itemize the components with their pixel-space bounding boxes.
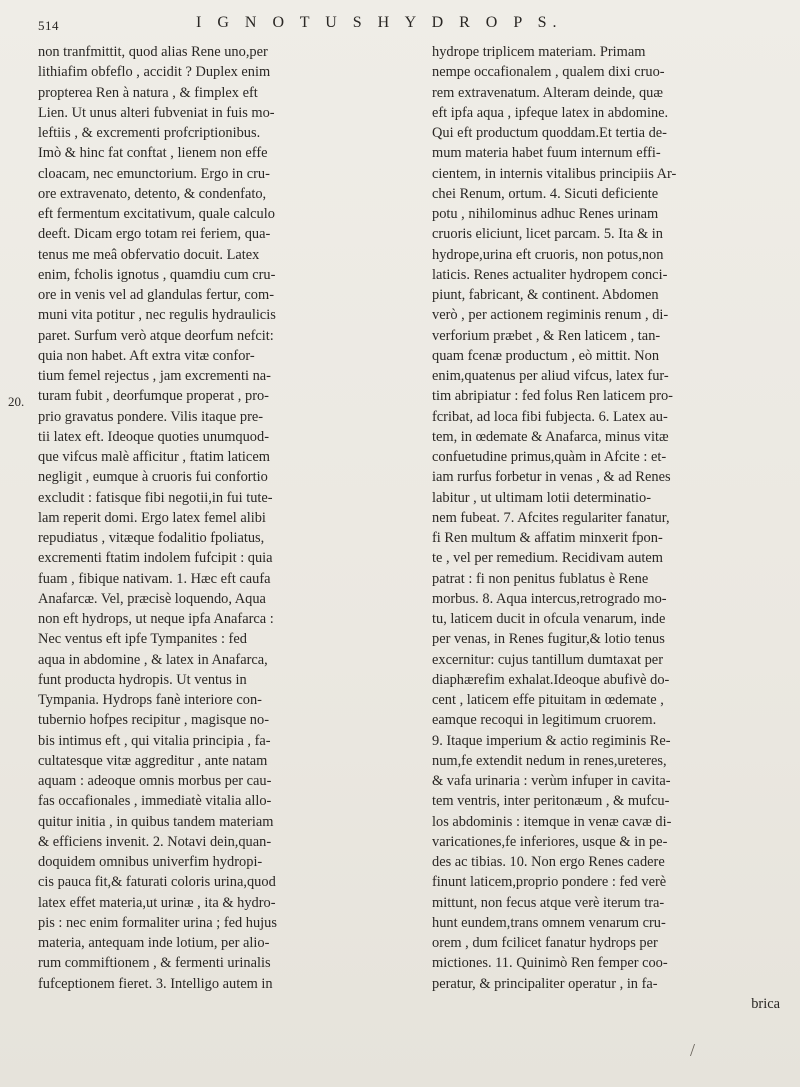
text-line: nempe occafionalem , qualem dixi cruo- xyxy=(432,64,665,81)
text-line: brica xyxy=(751,995,780,1012)
text-line: cent , laticem effe pituitam in œdemate , xyxy=(432,692,664,708)
margin-line-number: 20. xyxy=(8,394,25,409)
text-line: propterea Ren à natura , & fimplex eft xyxy=(38,84,258,101)
text-line: & vafa urinaria : verùm infuper in cavita- xyxy=(432,773,671,789)
text-line: repudiatus , vitæque fodalitio fpoliatus, xyxy=(38,530,265,546)
text-line: cruoris eliciunt, licet parcam. 5. Ita & in xyxy=(432,226,663,243)
text-line: materia, antequam inde lotium, per alio- xyxy=(38,935,270,951)
text-line: verforium præbet , & Ren laticem , tan- xyxy=(432,327,661,344)
text-line: des ac tibias. 10. Non ergo Renes cadere xyxy=(432,854,665,870)
text-line: turam fubit , deorfumque properat , pro- xyxy=(38,388,269,405)
ink-mark: / xyxy=(690,1040,696,1060)
text-line: excrementi ftatim indolem fufcipit : quia xyxy=(38,550,273,567)
text-line: nem fubeat. 7. Afcites regulariter fanatur, xyxy=(432,509,670,526)
text-line: fuam , fibique nativam. 1. Hæc eft caufa xyxy=(38,570,271,587)
text-line: tii latex eft. Ideoque quoties unumquod- xyxy=(38,428,269,445)
text-line: fas occafionales , immediatè vitalia allo- xyxy=(38,793,272,810)
text-line: prio gravatus pondere. Vilis itaque pre- xyxy=(38,408,264,425)
text-line: te , vel per remedium. Recidivam autem xyxy=(432,550,663,567)
text-line: non eft hydrops, ut neque ipfa Anafarca : xyxy=(38,611,274,627)
text-line: morbus. 8. Aqua intercus,retrogrado mo- xyxy=(432,590,667,607)
text-line: ore extravenato, detento, & condenfato, xyxy=(38,185,267,202)
text-line: non tranfmittit, quod alias Rene uno,per xyxy=(38,44,268,60)
text-line: tem ventris, inter peritonæum , & mufcu- xyxy=(432,793,670,810)
text-line: cientem, in internis vitalibus principiis Ar- xyxy=(432,165,677,182)
text-line: Imò & hinc fat conftat , lienem non effe xyxy=(38,145,268,162)
text-line: tim abripiatur : fed folus Ren laticem pro- xyxy=(432,388,673,405)
text-line: per venas, in Renes fugitur,& lotio tenus xyxy=(432,631,665,648)
text-line: lam reperit domi. Ergo latex femel alibi xyxy=(38,509,266,526)
text-line: leftiis , & excrementi profcriptionibus. xyxy=(38,125,261,141)
text-line: Tympania. Hydrops fanè interiore con- xyxy=(38,692,262,708)
text-line: doquidem omnibus univerfim hydropi- xyxy=(38,854,263,870)
text-line: labitur , ut ultimam lotii determinatio- xyxy=(432,489,652,506)
text-line: fcribat, ad loca fibi fubjecta. 6. Latex au- xyxy=(432,408,668,425)
text-line: hydrope,urina eft cruoris, non potus,non xyxy=(432,246,664,263)
text-line: Anafarcæ. Vel, præcisè loquendo, Aqua xyxy=(38,590,266,607)
right-text-column xyxy=(432,42,782,1014)
text-line: hydrope triplicem materiam. Primam xyxy=(432,44,646,60)
text-line: cultatesque vitæ aggreditur , ante natam xyxy=(38,752,268,769)
text-line: cloacam, nec emunctorium. Ergo in cru- xyxy=(38,165,270,182)
text-line: piunt, fabricant, & continent. Abdomen xyxy=(432,287,659,303)
text-line: quia non habet. Aft extra vitæ confor- xyxy=(38,347,255,364)
text-line: Qui eft productum quoddam.Et tertia de- xyxy=(432,125,667,141)
text-line: eamque recoqui in legitimum cruorem. xyxy=(432,712,657,729)
text-line: aqua in abdomine , & latex in Anafarca, xyxy=(38,651,268,668)
page-number: 514 xyxy=(38,18,59,33)
left-text-column xyxy=(38,42,420,994)
text-line: chei Renum, ortum. 4. Sicuti deficiente xyxy=(432,185,659,202)
text-line: tenus me meâ obfervatio docuit. Latex xyxy=(38,246,260,263)
text-line: negligit , eumque à cruoris fui confortio xyxy=(38,469,268,486)
text-line: varicationes,fe inferiores, usque & in pe- xyxy=(432,833,668,850)
text-line: funt producta hydropis. Ut ventus in xyxy=(38,671,247,688)
text-line: laticis. Renes actualiter hydropem conci- xyxy=(432,266,668,283)
text-line: bis intimus eft , qui vitalia principia , fa- xyxy=(38,732,271,749)
text-line: aquam : adeoque omnis morbus per cau- xyxy=(38,773,272,789)
text-line: fi Ren multum & affatim minxerit fpon- xyxy=(432,530,663,546)
text-line: tubernio hofpes recipitur , magisque no- xyxy=(38,712,269,729)
text-line: ore in venis vel ad glandulas fertur, com- xyxy=(38,287,274,303)
text-line: pis : nec enim formaliter urina ; fed hujus xyxy=(38,914,277,931)
text-line: Nec ventus eft ipfe Tympanites : fed xyxy=(38,631,247,648)
text-line: 9. Itaque imperium & actio regiminis Re- xyxy=(432,732,671,749)
text-line: excernitur: cujus tantillum dumtaxat per xyxy=(432,651,663,668)
text-line: rem extravenatum. Alteram deinde, quæ xyxy=(432,84,663,101)
text-line: & efficiens invenit. 2. Notavi dein,quan- xyxy=(38,833,272,850)
text-line: tu, laticem ducit in ofcula venarum, inde xyxy=(432,611,666,627)
text-line: los abdominis : itemque in venæ cavæ di- xyxy=(432,813,672,830)
text-line: potu , nihilominus adhuc Renes urinam xyxy=(432,206,659,222)
text-line: iam rurfus forbetur in venas , & ad Renes xyxy=(432,469,671,486)
text-line: deeft. Dicam ergo totam rei feriem, qua- xyxy=(38,226,271,243)
text-line: Lien. Ut unus alteri fubveniat in fuis mo- xyxy=(38,104,275,121)
text-line: rum commiftionem , & fermenti urinalis xyxy=(38,955,271,972)
text-line: diaphærefim exhalat.Ideoque abufivè do- xyxy=(432,671,670,688)
text-line: num,fe extendit nedum in renes,ureteres, xyxy=(432,752,667,769)
running-head: I G N O T U S H Y D R O P S. xyxy=(196,14,563,31)
text-line: enim,quatenus per aliud vifcus, latex fur- xyxy=(432,368,669,384)
text-line: cis pauca fit,& faturati coloris urina,quod xyxy=(38,874,276,891)
text-line: fufceptionem fieret. 3. Intelligo autem in xyxy=(38,975,273,992)
text-line: latex effet materia,ut urinæ , ita & hydro- xyxy=(38,894,276,911)
text-line: enim, fcholis ignotus , quamdiu cum cru- xyxy=(38,266,276,283)
text-line: peratur, & principaliter operatur , in fa- xyxy=(432,975,658,992)
text-line: excludit : fatisque fibi negotii,in fui tute- xyxy=(38,489,273,506)
text-line: confuetudine primus,quàm in Afcite : et- xyxy=(432,449,667,465)
text-line: finunt laticem,proprio pondere : fed verè xyxy=(432,874,667,891)
text-line: eft ipfa aqua , ipfeque latex in abdomine. xyxy=(432,104,669,121)
text-line: quam fcenæ productum , eò mittit. Non xyxy=(432,347,660,364)
text-line: quitur initia , in quibus tandem materiam xyxy=(38,813,274,830)
text-line: hunt eundem,trans omnem venarum cru- xyxy=(432,914,666,931)
text-line: verò , per actionem regiminis renum , di- xyxy=(432,307,669,324)
text-line: orem , dum fcilicet fanatur hydrops per xyxy=(432,935,658,951)
text-line: mittunt, non fecus atque verè iterum tra- xyxy=(432,894,665,911)
text-line: eft fermentum excitativum, quale calculo xyxy=(38,206,275,222)
text-line: tem, in œdemate & Anafarca, minus vitæ xyxy=(432,428,669,445)
text-line: que vifcus malè afficitur , ftatim laticem xyxy=(38,449,270,465)
page-header xyxy=(0,14,800,38)
text-line: mum materia habet fuum internum effi- xyxy=(432,145,661,162)
text-line: tium femel rejectus , jam excrementi na- xyxy=(38,368,271,384)
text-line: muni vita potitur , nec regulis hydraulicis xyxy=(38,307,276,324)
text-line: patrat : fi non penitus fublatus è Rene xyxy=(432,570,649,587)
text-line: paret. Surfum verò atque deorfum nefcit: xyxy=(38,327,274,344)
text-line: lithiafim obfeflo , accidit ? Duplex enim xyxy=(38,64,271,81)
text-line: mictiones. 11. Quinimò Ren femper coo- xyxy=(432,955,668,972)
